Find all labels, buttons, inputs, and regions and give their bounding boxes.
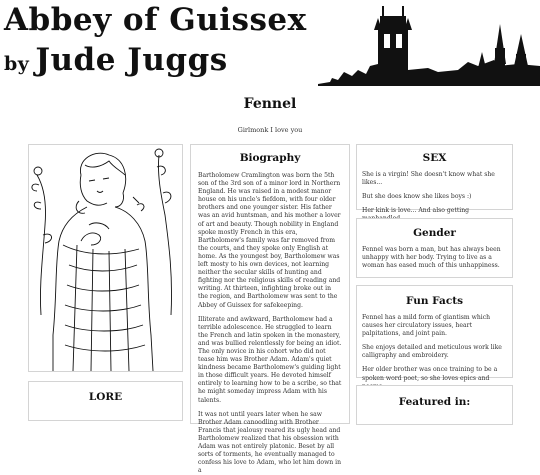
gender-text: Fennel was born a man, but has always been unhappy with her body. Trying to live as a woman has eased much of this unhappiness. [362, 246, 501, 270]
biography-panel [190, 144, 350, 475]
character-portrait-image[interactable] [29, 145, 184, 373]
character-subtitle: Girlmonk I love you [237, 126, 303, 134]
site-byline [4, 42, 228, 78]
abbey-skyline-illustration [318, 0, 540, 90]
sex-line: Her kink is love... And also getting [362, 207, 470, 215]
sex-panel [356, 144, 513, 215]
lore-panel [28, 381, 183, 421]
fun-facts-heading: Fun Facts [405, 295, 464, 307]
biography-paragraph: Illiterate and awkward, Bartholomew had a terrible adolescence. He struggled to learn the French and latin spoken in the monastery, and was bullied relentlessly for being an idiot. The only novice in his cohort who did not tease him was Brother Adam. Adam's quiet kindness became Bartholomew's guiding light in those difficult years. He devoted himself entirely to learning how to be a scribe, so that he might someday impress Adam with his talents. [198, 315, 342, 404]
fun-fact-line: Her older brother was once training to be a spoken word poet, so she loves epics and [362, 366, 498, 382]
featured-in-heading: Featured in: [398, 396, 471, 408]
author-name[interactable]: Jude Juggs [35, 42, 228, 78]
character-art-panel [28, 144, 183, 372]
fun-fact-line: She enjoys detailed and meticulous work like calligraphy and embroidery. [362, 344, 502, 360]
sex-line: But she does know she likes boys :) [362, 193, 472, 201]
biography-paragraph: Bartholomew Cramlington was born the 5th son of the 3rd son of a minor lord in Northern England. He was raised in a modest manor house on his uncle's fiefdom, with four older brothers and one younger sister. His father was an avid huntsman, and his mother a lover of art and beauty. Though nobility in England spoke mostly French in this era, Bartholomew's family was far removed from the courts, and they spoke only English at home. As the youngest boy, Bartholomew was left mosty to his own devices, not learning neither the secular skills of hunting and fighting nor the religious skills of reading and writing. At thirteen, infighting broke out in the region, and Bartholomew was sent to the Abbey of Guissex for safekeeping. [198, 172, 341, 309]
site-title[interactable]: Abbey of Guissex [4, 2, 307, 38]
biography-paragraph: It was not until years later when he saw Brother Adam canoodling with Brother Francis that jealousy reared its ugly head and Bartholomew realized that his obsession with Adam was not entirely platonic. Beset by all sorts of torments, he eventually managed to confess his love to Adam, who let him down in a [198, 410, 342, 475]
fun-fact-line: Fennel has a mild form of giantism which causes her circulatory issues, heart palpitations, and joint pain. [362, 314, 491, 338]
fun-facts-panel [356, 285, 513, 382]
sex-line: She is a virgin! She doesn't know what she likes... [362, 171, 495, 187]
byline-by: by [4, 53, 30, 75]
featured-in-panel [356, 385, 513, 425]
gender-heading: Gender [413, 227, 456, 239]
sex-heading: SEX [422, 152, 447, 164]
character-name: Fennel [243, 96, 297, 112]
gender-panel [356, 218, 513, 278]
lore-heading[interactable]: LORE [88, 391, 123, 403]
biography-heading: Biography [239, 152, 301, 164]
site-header [0, 0, 540, 90]
